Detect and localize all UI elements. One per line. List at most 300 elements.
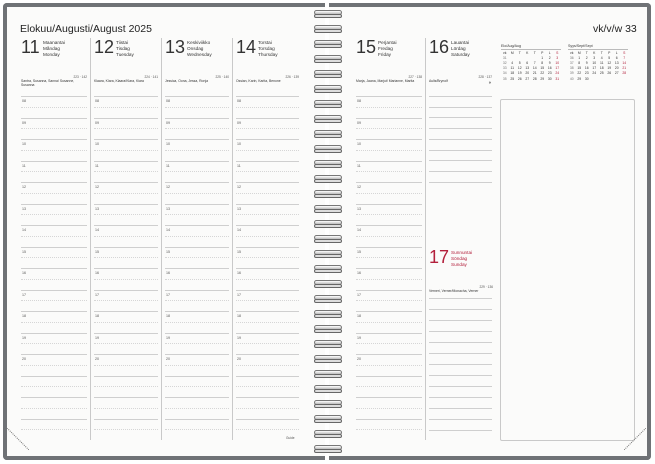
day-name-0: Keskiviikko: [187, 40, 211, 45]
spiral-ring: [313, 310, 341, 317]
half-hour-line: [236, 429, 299, 430]
mini-calendar-date: 4: [511, 61, 514, 66]
hour-line: [94, 333, 158, 334]
week-number: vk/v/w 33: [593, 23, 637, 35]
mini-calendar-week: 40: [569, 76, 574, 81]
half-hour-line: [21, 257, 87, 258]
day-names: [258, 40, 278, 58]
page-corner-right-icon: [624, 428, 646, 450]
hour-label: 18: [22, 314, 26, 318]
sunday-line: [429, 298, 492, 299]
hour-line: [236, 182, 299, 183]
day-name-1: Måndag: [43, 46, 60, 51]
mini-calendar-date: 9: [585, 61, 588, 66]
spiral-ring: [313, 175, 341, 182]
name-days: Aulis/Brynolf: [429, 79, 448, 83]
spiral-ring: [313, 100, 341, 107]
half-hour-line: [165, 193, 229, 194]
hour-label: 14: [237, 228, 241, 232]
mini-calendar-date: 23: [584, 71, 589, 76]
mini-calendar-weekday: K: [593, 51, 596, 56]
hour-label: 19: [237, 335, 241, 340]
hour-label: 14: [357, 228, 361, 232]
half-hour-line: [236, 128, 299, 129]
hour-line: [236, 397, 299, 398]
hour-label: 09: [237, 120, 241, 125]
sunday-line: [429, 342, 492, 343]
half-hour-line: [165, 408, 229, 409]
hour-label: 12: [166, 185, 170, 189]
hour-label: 16: [22, 271, 26, 275]
hour-line: [21, 161, 87, 162]
mini-calendar-date: 14: [622, 61, 627, 66]
half-hour-line: [165, 171, 229, 172]
hour-line: [356, 247, 422, 248]
hour-line: [21, 225, 87, 226]
hour-label: 09: [357, 120, 361, 125]
mini-calendar-weekday: L: [615, 51, 618, 56]
spiral-ring: [313, 400, 341, 407]
hour-line: [356, 311, 422, 312]
half-hour-line: [236, 193, 299, 194]
hour-label: 20: [22, 357, 26, 361]
spiral-ring: [313, 355, 341, 362]
mini-calendar-weekday: K: [526, 51, 529, 56]
spiral-ring: [313, 415, 341, 422]
half-hour-line: [94, 236, 158, 237]
hour-line: [236, 161, 299, 162]
sunday-line: [429, 309, 492, 310]
half-hour-line: [356, 300, 422, 301]
half-hour-line: [165, 128, 229, 129]
hour-label: 18: [237, 314, 241, 318]
hour-line: [165, 225, 229, 226]
hour-label: 17: [357, 292, 361, 297]
spiral-ring: [313, 265, 341, 272]
spiral-ring: [313, 280, 341, 287]
hour-label: 12: [22, 185, 26, 189]
day-name-2: Monday: [43, 52, 60, 57]
hour-line: [236, 354, 299, 355]
hour-label: 11: [237, 163, 241, 168]
notes-box[interactable]: [500, 99, 635, 441]
spiral-ring: [313, 205, 341, 212]
hour-line: [356, 225, 422, 226]
hour-line: [356, 96, 422, 97]
mini-calendar-date: 18: [599, 66, 604, 71]
hour-line: [236, 139, 299, 140]
mini-calendar-date: 22: [540, 71, 545, 76]
sunday-line: [429, 397, 492, 398]
half-hour-line: [21, 365, 87, 366]
day-name-2: Tuesday: [116, 52, 134, 57]
half-hour-line: [165, 386, 229, 387]
hour-label: 08: [357, 99, 361, 103]
spiral-ring: [313, 160, 341, 167]
moon-phase-icon: ◑: [488, 80, 492, 86]
hour-line: [165, 204, 229, 205]
half-hour-line: [356, 236, 422, 237]
mini-calendar-date: 17: [592, 66, 597, 71]
hour-label: 17: [95, 292, 99, 297]
mini-calendar-date: 14: [532, 66, 537, 71]
day-names: [43, 40, 65, 58]
half-hour-line: [21, 128, 87, 129]
hour-line: [165, 376, 229, 377]
half-hour-line: [94, 408, 158, 409]
mini-calendar-week: 35: [502, 76, 507, 81]
mini-calendar-date: 20: [525, 71, 530, 76]
hour-line: [94, 268, 158, 269]
half-hour-line: [236, 365, 299, 366]
half-hour-line: [21, 386, 87, 387]
hour-label: 14: [22, 228, 26, 232]
day-name-0: Tiistai: [116, 40, 129, 45]
hour-label: 16: [95, 271, 99, 275]
hour-label: 08: [95, 99, 99, 103]
spiral-ring: [313, 190, 341, 197]
half-hour-line: [165, 279, 229, 280]
sunday-line: [429, 430, 492, 431]
mini-calendar-date: [598, 77, 606, 82]
mini-calendar-week: 36: [569, 56, 574, 61]
spiral-ring: [313, 40, 341, 47]
half-hour-line: [21, 214, 87, 215]
hour-line: [21, 397, 87, 398]
mini-calendar-weekday: L: [548, 51, 551, 56]
hour-line: [356, 182, 422, 183]
half-hour-line: [94, 300, 158, 301]
spiral-ring: [313, 295, 341, 302]
mini-calendar-date: 15: [540, 66, 545, 71]
hour-label: 20: [95, 357, 99, 361]
saturday-line: [429, 160, 492, 161]
mini-calendar-date: 4: [600, 56, 603, 61]
mini-calendar-date: 16: [584, 66, 589, 71]
half-hour-line: [236, 408, 299, 409]
half-hour-line: [21, 322, 87, 323]
mini-calendar-date: 9: [548, 61, 551, 66]
half-hour-line: [94, 107, 158, 108]
day-column-tuesday[interactable]: [90, 38, 161, 440]
day-name-0: Perjantai: [378, 40, 397, 45]
hour-line: [94, 225, 158, 226]
half-hour-line: [356, 257, 422, 258]
hour-line: [356, 376, 422, 377]
half-hour-line: [21, 408, 87, 409]
hour-line: [236, 311, 299, 312]
hour-label: 10: [95, 142, 99, 146]
mini-calendar-week: 34: [502, 71, 507, 76]
hour-line: [94, 139, 158, 140]
half-hour-line: [21, 343, 87, 344]
sunday-line: [429, 386, 492, 387]
half-hour-line: [94, 150, 158, 151]
name-days: Ossian, Karin, Karita, Benone: [236, 79, 281, 83]
hour-label: 18: [166, 314, 170, 318]
hour-label: 17: [166, 292, 170, 297]
hour-line: [356, 118, 422, 119]
hour-label: 20: [166, 357, 170, 361]
hour-line: [94, 419, 158, 420]
mini-calendar-date: 29: [540, 76, 545, 81]
half-hour-line: [236, 214, 299, 215]
half-hour-line: [165, 150, 229, 151]
footer-note: Guide: [286, 436, 295, 440]
spiral-ring: [313, 70, 341, 77]
hour-label: 19: [357, 335, 361, 340]
mini-calendar-date: 26: [607, 71, 612, 76]
day-names: [378, 40, 397, 58]
mini-calendar-date: 11: [599, 61, 604, 66]
hour-line: [94, 376, 158, 377]
half-hour-line: [356, 322, 422, 323]
mini-calendar-date: 17: [555, 66, 560, 71]
mini-calendar-date: 27: [614, 71, 619, 76]
day-number: 17: [429, 247, 450, 267]
day-names: [187, 40, 212, 58]
day-name-2: Sunday: [451, 262, 467, 267]
hour-label: 18: [357, 314, 361, 318]
hour-line: [356, 268, 422, 269]
hour-line: [21, 182, 87, 183]
mini-calendar-date: 7: [533, 61, 536, 66]
half-hour-line: [236, 300, 299, 301]
hour-label: 08: [166, 99, 170, 103]
spiral-ring: [313, 115, 341, 122]
hour-label: 08: [237, 99, 241, 103]
half-hour-line: [21, 300, 87, 301]
mini-calendar-date: 13: [614, 61, 619, 66]
half-hour-line: [236, 236, 299, 237]
hour-line: [356, 139, 422, 140]
half-hour-line: [94, 343, 158, 344]
mini-calendar-date: 24: [592, 71, 597, 76]
hour-line: [21, 419, 87, 420]
hour-line: [21, 118, 87, 119]
half-hour-line: [356, 193, 422, 194]
half-hour-line: [165, 236, 229, 237]
mini-calendar-september-title: Syys/Sept/Sept: [568, 44, 628, 50]
hour-line: [356, 204, 422, 205]
day-of-year: 225 · 140: [215, 75, 229, 79]
hour-label: 11: [357, 163, 361, 168]
hour-line: [236, 290, 299, 291]
hour-label: 08: [22, 99, 26, 103]
mini-calendar-date: 23: [547, 71, 552, 76]
spiral-ring: [313, 325, 341, 332]
mini-calendar-date: 20: [614, 66, 619, 71]
mini-calendar-weekday: vk: [503, 51, 507, 56]
mini-calendar-date: 28: [622, 71, 627, 76]
half-hour-line: [21, 193, 87, 194]
hour-line: [21, 290, 87, 291]
mini-calendar-date: 6: [526, 61, 529, 66]
day-name-0: Lauantai: [451, 40, 469, 45]
hour-label: 13: [357, 206, 361, 211]
day-name-1: Torsdag: [258, 46, 275, 51]
mini-calendar-date: 1: [541, 56, 544, 61]
day-of-year: 226 · 139: [285, 75, 299, 79]
hour-line: [165, 139, 229, 140]
sunday-line: [429, 331, 492, 332]
mini-calendar-date: 19: [517, 71, 522, 76]
day-name-1: Lördag: [451, 46, 466, 51]
mini-calendar-date: 10: [592, 61, 597, 66]
hour-line: [21, 204, 87, 205]
mini-calendar-weekday: M: [577, 51, 581, 56]
hour-line: [236, 333, 299, 334]
hour-label: 17: [22, 292, 26, 297]
half-hour-line: [94, 279, 158, 280]
mini-calendar-date: 25: [599, 71, 604, 76]
mini-calendar-date: 26: [517, 76, 522, 81]
spiral-ring: [313, 145, 341, 152]
hour-line: [21, 354, 87, 355]
day-names: [451, 250, 472, 268]
hour-line: [236, 225, 299, 226]
hour-line: [94, 204, 158, 205]
half-hour-line: [236, 171, 299, 172]
mini-calendar-weekday: T: [585, 51, 588, 56]
half-hour-line: [94, 322, 158, 323]
day-of-year: 229 · 136: [479, 285, 493, 289]
day-number: 12: [94, 37, 115, 57]
hour-line: [94, 397, 158, 398]
hour-label: 15: [166, 249, 170, 254]
hour-line: [21, 139, 87, 140]
saturday-line: [429, 182, 492, 183]
day-column-friday[interactable]: [353, 38, 425, 440]
hour-label: 16: [357, 271, 361, 275]
half-hour-line: [94, 365, 158, 366]
day-column-thursday[interactable]: [232, 38, 302, 440]
mini-calendar-weekday: S: [623, 51, 626, 56]
hour-line: [356, 161, 422, 162]
mini-calendar-date: 12: [607, 61, 612, 66]
spiral-ring: [313, 130, 341, 137]
spiral-ring: [313, 340, 341, 347]
half-hour-line: [165, 107, 229, 108]
spiral-ring: [313, 385, 341, 392]
mini-calendar-date: 1: [578, 56, 581, 61]
mini-calendar-date: [606, 77, 614, 82]
half-hour-line: [356, 365, 422, 366]
mini-calendar-date: 2: [548, 56, 551, 61]
hour-line: [165, 96, 229, 97]
hour-label: 16: [166, 271, 170, 275]
hour-line: [356, 290, 422, 291]
spiral-ring: [313, 445, 341, 452]
half-hour-line: [236, 150, 299, 151]
half-hour-line: [94, 429, 158, 430]
half-hour-line: [356, 279, 422, 280]
mini-calendar-weekday: P: [608, 51, 611, 56]
hour-label: 13: [237, 206, 241, 211]
spiral-ring: [313, 250, 341, 257]
hour-line: [21, 268, 87, 269]
half-hour-line: [236, 322, 299, 323]
hour-label: 10: [237, 142, 241, 146]
hour-label: 12: [95, 185, 99, 189]
hour-line: [236, 247, 299, 248]
half-hour-line: [94, 128, 158, 129]
hour-line: [356, 333, 422, 334]
half-hour-line: [165, 365, 229, 366]
half-hour-line: [165, 300, 229, 301]
page-corner-left-icon: [7, 428, 29, 450]
day-name-0: Sunnuntai: [451, 250, 473, 255]
mini-calendar-weekday: T: [533, 51, 536, 56]
day-column-saturday-sunday[interactable]: [425, 38, 495, 440]
hour-label: 15: [22, 249, 26, 254]
sunday-line: [429, 353, 492, 354]
hour-line: [165, 354, 229, 355]
hour-line: [21, 247, 87, 248]
mini-calendar-date: 8: [541, 61, 544, 66]
mini-calendar-august-title: Elo/Aug/Aug: [501, 44, 561, 50]
mini-calendar-date: 21: [622, 66, 627, 71]
spiral-ring: [313, 220, 341, 227]
hour-label: 13: [95, 206, 99, 211]
half-hour-line: [356, 150, 422, 151]
hour-label: 09: [22, 120, 26, 125]
hour-line: [236, 96, 299, 97]
hour-line: [165, 161, 229, 162]
day-name-1: Söndag: [451, 256, 468, 261]
saturday-line: [429, 139, 492, 140]
mini-calendar-week: 37: [569, 61, 574, 66]
hour-label: 09: [166, 120, 170, 125]
hour-line: [21, 96, 87, 97]
half-hour-line: [236, 257, 299, 258]
mini-calendar-date: 19: [607, 66, 612, 71]
hour-label: 10: [357, 142, 361, 146]
mini-calendar-date: 31: [555, 76, 560, 81]
mini-calendar-date: 16: [547, 66, 552, 71]
name-days: Marja, Jaana, Marjut/ Marianne, Marita: [356, 79, 415, 83]
day-name-2: Wednesday: [187, 52, 212, 57]
hour-label: 09: [95, 120, 99, 125]
mini-calendar-august: [501, 44, 561, 82]
day-column-monday[interactable]: [18, 38, 90, 440]
mini-calendar-date: 28: [532, 76, 537, 81]
day-name-2: Saturday: [451, 52, 470, 57]
mini-calendar-date: 30: [547, 76, 552, 81]
hour-line: [21, 333, 87, 334]
spiral-ring: [313, 430, 341, 437]
hour-label: 19: [166, 335, 170, 340]
hour-label: 10: [166, 142, 170, 146]
day-name-2: Friday: [378, 52, 392, 57]
half-hour-line: [21, 150, 87, 151]
mini-calendar-date: 13: [525, 66, 530, 71]
mini-calendar-weekday: M: [510, 51, 514, 56]
hour-line: [356, 397, 422, 398]
mini-calendar-date: 30: [584, 76, 589, 81]
half-hour-line: [21, 107, 87, 108]
hour-line: [165, 247, 229, 248]
mini-calendar-weekday: S: [556, 51, 559, 56]
mini-calendar-date: 5: [518, 61, 521, 66]
hour-line: [165, 290, 229, 291]
sunday-line: [429, 375, 492, 376]
mini-calendar-date: [621, 77, 629, 82]
name-days: Santra, Susanna, Sanna/ Susanne, Susanna: [21, 79, 75, 88]
hour-label: 17: [237, 292, 241, 297]
day-column-wednesday[interactable]: [161, 38, 232, 440]
half-hour-line: [356, 386, 422, 387]
